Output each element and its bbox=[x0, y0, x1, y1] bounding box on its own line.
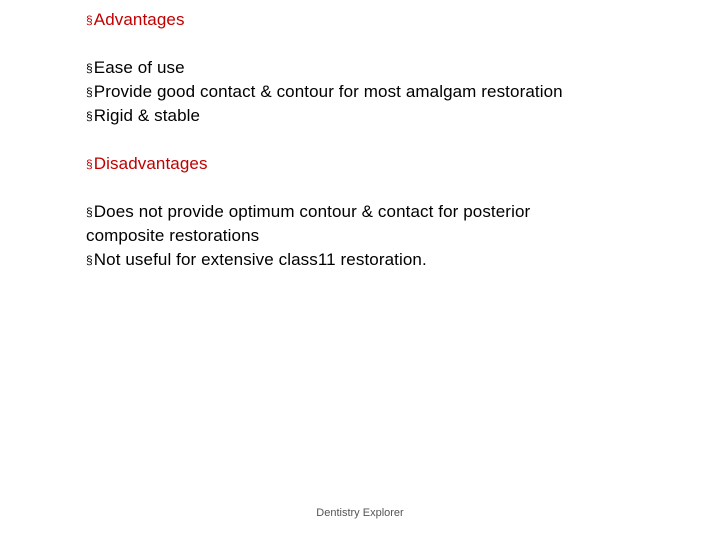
bullet-icon: § bbox=[86, 205, 93, 219]
disadvantages-item-label: Not useful for extensive class11 restoration. bbox=[93, 250, 427, 269]
disadvantages-heading-label: Disadvantages bbox=[93, 154, 208, 173]
slide-content bbox=[86, 8, 686, 272]
spacer bbox=[86, 32, 686, 56]
bullet-icon: § bbox=[86, 13, 93, 27]
advantages-heading bbox=[86, 8, 686, 32]
advantages-item-label: Provide good contact & contour for most amalgam restoration bbox=[93, 82, 563, 101]
bullet-icon: § bbox=[86, 253, 93, 267]
disadvantages-item-label: Does not provide optimum contour & contact for posterior composite restorations bbox=[86, 202, 531, 245]
advantages-item bbox=[86, 56, 686, 80]
bullet-icon: § bbox=[86, 85, 93, 99]
spacer bbox=[86, 128, 686, 152]
advantages-item-label: Rigid & stable bbox=[93, 106, 201, 125]
advantages-item bbox=[86, 104, 686, 128]
footer-text: Dentistry Explorer bbox=[316, 507, 404, 519]
bullet-icon: § bbox=[86, 157, 93, 171]
disadvantages-item bbox=[86, 248, 686, 272]
bullet-icon: § bbox=[86, 61, 93, 75]
bullet-icon: § bbox=[86, 109, 93, 123]
spacer bbox=[86, 176, 686, 200]
advantages-heading-label: Advantages bbox=[93, 10, 185, 29]
disadvantages-item bbox=[86, 200, 586, 248]
disadvantages-heading bbox=[86, 152, 686, 176]
slide-footer bbox=[0, 507, 720, 519]
advantages-item-label: Ease of use bbox=[93, 58, 185, 77]
advantages-item bbox=[86, 80, 686, 104]
